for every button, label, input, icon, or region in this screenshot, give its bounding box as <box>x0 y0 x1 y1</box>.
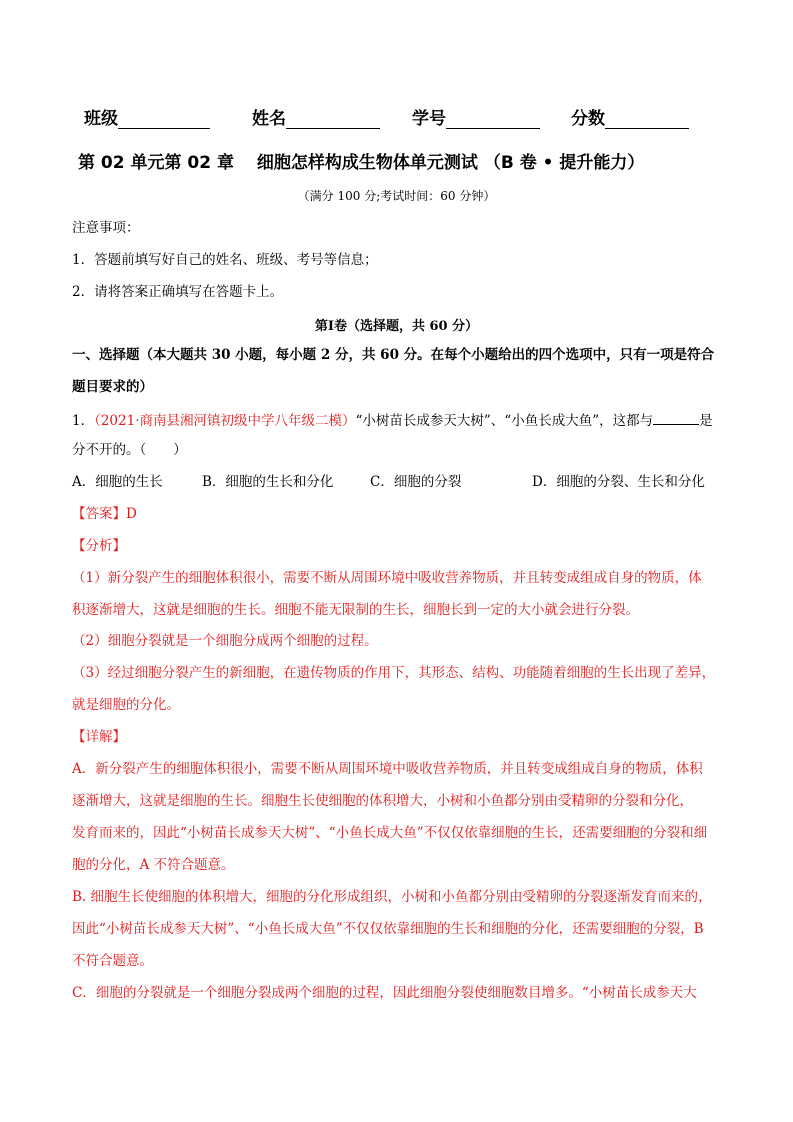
question-source: （2021·商南县湘河镇初级中学八年级二模） <box>94 413 356 429</box>
question-number: 1． <box>72 413 95 429</box>
score-field <box>571 104 689 129</box>
detail-line: A．新分裂产生的细胞体积很小，需要不断从周围环境中吸收营养物质，并且转变成组成自身的物质，体积 <box>72 761 703 777</box>
detail-line: 发育而来的，因此“小树苗长成参天大树”、“小鱼长成大鱼”不仅仅依靠细胞的生长，还需要细胞的分裂和细 <box>72 825 708 841</box>
name-blank <box>286 108 380 129</box>
note-item: 2．请将答案正确填写在答题卡上。 <box>72 284 284 300</box>
page-title: 第 02 单元第 02 章 细胞怎样构成生物体单元测试 （B 卷 • 提升能力） <box>78 153 645 173</box>
score-label: 分数 <box>571 109 605 129</box>
name-field <box>252 104 380 129</box>
analysis-line: （1）新分裂产生的细胞体积很小，需要不断从周围环境中吸收营养物质，并且转变成组成自身的物质，体 <box>72 570 702 586</box>
option-d: D．细胞的分裂、生长和分化 <box>532 474 705 490</box>
option-a: A．细胞的生长 <box>72 474 163 490</box>
detail-label: 【详解】 <box>72 729 126 745</box>
analysis-line: 就是细胞的分化。 <box>72 697 180 713</box>
id-label: 学号 <box>412 109 446 129</box>
id-field <box>412 104 540 129</box>
question-blank <box>653 410 699 425</box>
section-title: 第Ⅰ卷（选择题，共 60 分） <box>314 319 479 334</box>
notes-heading: 注意事项： <box>72 220 140 236</box>
question-stem-end: 是 <box>699 413 713 429</box>
detail-line: 不符合题意。 <box>72 953 153 969</box>
detail-line: 胞的分化，A 不符合题意。 <box>72 857 235 873</box>
analysis-line: （3）经过细胞分裂产生的新细胞，在遗传物质的作用下，其形态、结构、功能随着细胞的生长出现了差异， <box>72 665 716 681</box>
question-stem <box>72 410 722 430</box>
detail-line: B. 细胞生长使细胞的体积增大，细胞的分化形成组织，小树和小鱼都分别由受精卵的分裂逐渐发育而来的， <box>72 889 712 905</box>
question-stem-text: “小树苗长成参天大树”、“小鱼长成大鱼”，这都与 <box>355 413 654 429</box>
analysis-line: （2）细胞分裂就是一个细胞分成两个细胞的过程。 <box>72 633 378 649</box>
option-c: C．细胞的分裂 <box>370 474 462 490</box>
note-item: 1．答题前填写好自己的姓名、班级、考号等信息； <box>72 252 378 268</box>
part-intro-line: 题目要求的） <box>72 379 153 395</box>
analysis-label: 【分析】 <box>72 538 126 554</box>
class-blank <box>118 108 210 129</box>
exam-subtitle: （满分 100 分;考试时间：60 分钟） <box>297 189 496 203</box>
class-field <box>84 104 210 129</box>
student-info-row <box>84 104 724 130</box>
detail-line: 逐渐增大，这就是细胞的生长。细胞生长使细胞的体积增大，小树和小鱼都分别由受精卵的分裂和分化， <box>72 793 693 809</box>
detail-line: C．细胞的分裂就是一个细胞分裂成两个细胞的过程，因此细胞分裂使细胞数目增多。“小树苗长成参天大 <box>72 985 697 1001</box>
score-blank <box>605 108 689 129</box>
question-stem-line2: 分不开的。（ ） <box>72 442 187 458</box>
analysis-line: 积逐渐增大，这就是细胞的生长。细胞不能无限制的生长，细胞长到一定的大小就会进行分裂。 <box>72 602 639 618</box>
id-blank <box>446 108 540 129</box>
part-intro-line: 一、选择题（本大题共 30 小题，每小题 2 分，共 60 分。在每个小题给出的四个选项中，只有一项是符合 <box>72 347 715 363</box>
answer-label: 【答案】D <box>72 506 137 522</box>
class-label: 班级 <box>84 109 118 129</box>
detail-line: 因此“小树苗长成参天大树”、“小鱼长成大鱼”不仅仅依靠细胞的生长和细胞的分化，还需要细胞的分裂，B <box>72 921 704 937</box>
name-label: 姓名 <box>252 109 286 129</box>
option-b: B．细胞的生长和分化 <box>202 474 334 490</box>
